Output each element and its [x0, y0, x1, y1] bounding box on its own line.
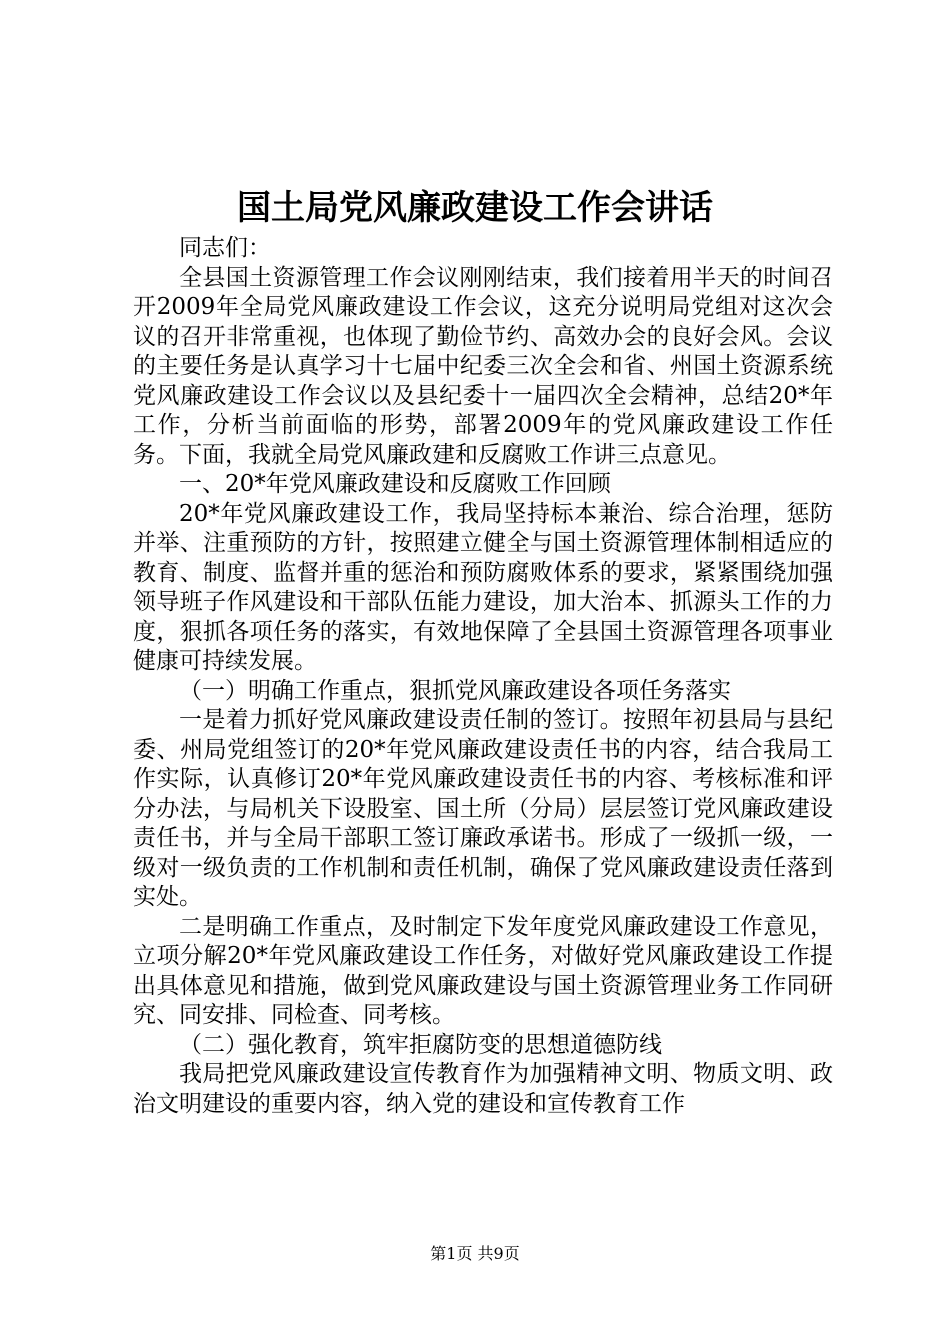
- document-body: [133, 234, 833, 1119]
- subsection-heading-2: （二）强化教育，筑牢拒腐防变的思想道德防线: [179, 1031, 662, 1058]
- document-title: 国土局党风廉政建设工作会讲话: [237, 188, 713, 228]
- paragraph-salutation: 同志们：: [179, 235, 271, 261]
- subsection-heading-1: （一）明确工作重点，狠抓党风廉政建设各项任务落实: [179, 677, 731, 704]
- paragraph-point-one: 一是着力抓好党风廉政建设责任制的签订。按照年初县局与县纪委、州局党组签订的20*年党风廉政建设责任书的内容，结合我局工作实际，认真修订20*年党风廉政建设责任书的内容、考核标准和评分办法，与局机关下设股室、国土所（分局）层层签订党风廉政建设责任书，并与全局干部职工签订廉政承诺书。形成了一级抓一级，一级对一级负责的工作机制和责任机制，确保了党风廉政建设责任落到实处。: [133, 707, 833, 910]
- paragraph-point-two: 二是明确工作重点，及时制定下发年度党风廉政建设工作意见，立项分解20*年党风廉政建设工作任务，对做好党风廉政建设工作提出具体意见和措施，做到党风廉政建设与国土资源管理业务工作同研究、同安排、同检查、同考核。: [133, 913, 833, 1028]
- paragraph-education: 我局把党风廉政建设宣传教育作为加强精神文明、物质文明、政治文明建设的重要内容，纳入党的建设和宣传教育工作: [133, 1061, 833, 1117]
- paragraph-intro: 全县国土资源管理工作会议刚刚结束，我们接着用半天的时间召开2009年全局党风廉政建设工作会议，这充分说明局党组对这次会议的召开非常重视，也体现了勤俭节约、高效办会的良好会风。会议的主要任务是认真学习十七届中纪委三次全会和省、州国土资源系统党风廉政建设工作会议以及县纪委十一届四次全会精神，总结20*年工作，分析当前面临的形势，部署2009年的党风廉政建设工作任务。下面，我就全局党风廉政建和反腐败工作讲三点意见。: [133, 264, 833, 468]
- section-heading-1: 一、20*年党风廉政建设和反腐败工作回顾: [179, 471, 611, 497]
- page-footer: 第1页 共9页: [430, 1244, 520, 1263]
- paragraph-review: 20*年党风廉政建设工作，我局坚持标本兼治、综合治理，惩防并举、注重预防的方针，按照建立健全与国土资源管理体制相适应的教育、制度、监督并重的惩治和预防腐败体系的要求，紧紧围绕加强领导班子作风建设和干部队伍能力建设，加大治本、抓源头工作的力度，狠抓各项任务的落实，有效地保障了全县国土资源管理各项事业健康可持续发展。: [133, 500, 833, 674]
